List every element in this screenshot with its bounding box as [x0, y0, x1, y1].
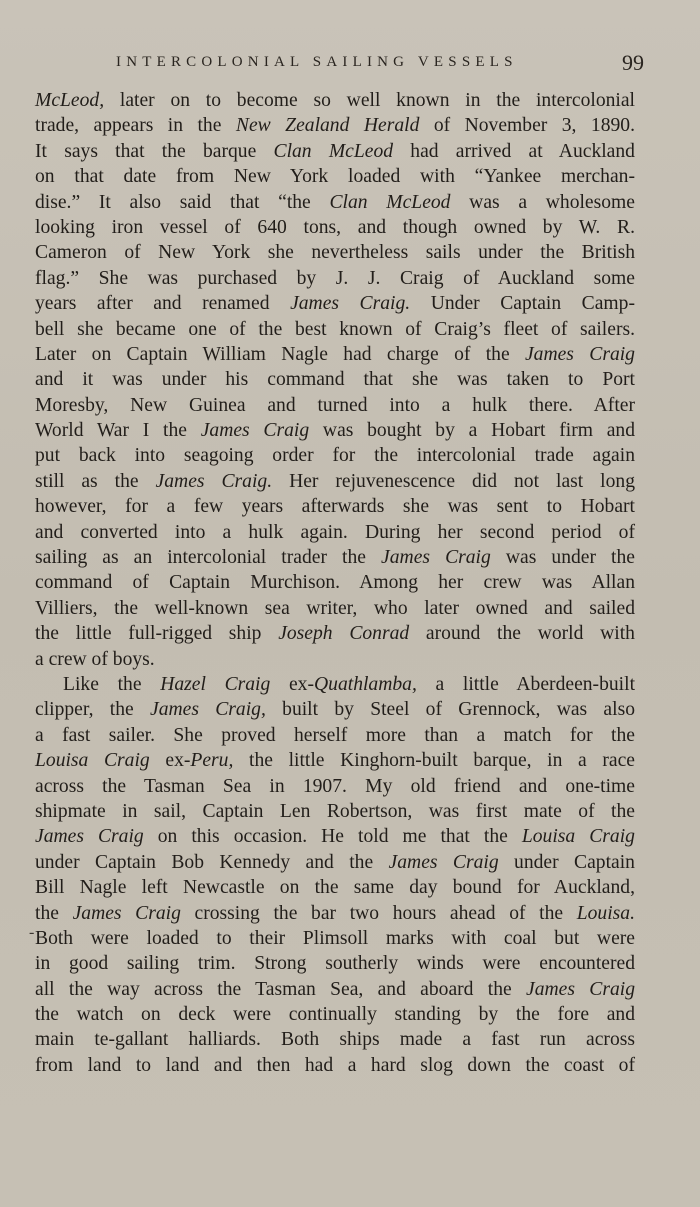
text-span: shipmate in sail, Captain Len Robertson, was first mate of the [35, 800, 635, 822]
text-span: and converted into a hulk again. During her second period of [35, 521, 635, 543]
text-span: looking iron vessel of 640 tons, and though owned by W. R. [35, 216, 635, 238]
text-span: crossing the bar two hours ahead of the [180, 902, 577, 924]
text-line [35, 875, 635, 900]
text-span: Both were loaded to their Plimsoll marks with coal but were [35, 927, 635, 949]
text-line [35, 697, 635, 722]
italic-span: James Craig [35, 826, 144, 848]
text-line [35, 469, 635, 494]
text-line [35, 393, 635, 418]
italic-span: Louisa. [576, 902, 635, 924]
text-line [35, 240, 635, 265]
text-span: Later on Captain William Nagle had charge of the [35, 343, 525, 365]
text-span: of November 3, 1890. [419, 115, 635, 137]
text-line [35, 443, 635, 468]
text-line [35, 190, 635, 215]
text-line [35, 850, 635, 875]
text-span: Bill Nagle left Newcastle on the same day bound for Auckland, [35, 877, 635, 899]
text-line [35, 672, 635, 697]
text-line [35, 367, 635, 392]
italic-span: Louisa Craig [521, 826, 635, 848]
text-span: dise.” It also said that “the [35, 191, 330, 213]
italic-span: James Craig [381, 547, 491, 569]
text-span: the [35, 902, 73, 924]
text-line [35, 266, 635, 291]
text-span: was a wholesome [450, 191, 635, 213]
text-line [35, 901, 635, 926]
text-span: a little Aberdeen-built [416, 673, 636, 695]
text-span: under Captain [498, 851, 635, 873]
text-span: was bought by a Hobart firm and [309, 420, 635, 442]
text-line [35, 647, 635, 672]
text-span: on this occasion. He told me that the [143, 826, 522, 848]
text-line [35, 926, 635, 951]
italic-span: Clan McLeod [273, 140, 394, 162]
text-span: flag.” She was purchased by J. J. Craig of Auckland some [35, 267, 635, 289]
text-line [35, 799, 635, 824]
italic-span: Peru, [190, 750, 234, 772]
text-span: around the world with [409, 623, 635, 645]
italic-span: Louisa Craig [35, 750, 150, 772]
text-line [35, 88, 635, 113]
text-span: however, for a few years afterwards she was sent to Hobart [35, 496, 635, 518]
text-line [35, 291, 635, 316]
text-span: and it was under his command that she was taken to Port [35, 369, 635, 391]
italic-span: James Craig, [150, 699, 266, 721]
text-span: Cameron of New York she nevertheless sails under the British [35, 242, 635, 264]
italic-span: Joseph Conrad [278, 623, 410, 645]
italic-span: Clan McLeod [329, 191, 451, 213]
text-line [35, 215, 635, 240]
italic-span: James Craig [524, 343, 635, 365]
italic-span: New Zealand Herald [235, 115, 420, 137]
text-span: the little Kinghorn-built barque, in a race [233, 750, 635, 772]
text-span: a crew of boys. [35, 648, 155, 670]
text-line [35, 748, 635, 773]
text-span: on that date from New York loaded with “Yankee merchan- [35, 166, 635, 188]
text-span: built by Steel of Grennock, was also [265, 699, 635, 721]
italic-span: James Craig [72, 902, 181, 924]
text-line [35, 1053, 635, 1078]
text-span: a fast sailer. She proved herself more than a match for the [35, 724, 635, 746]
text-span: It says that the barque [35, 140, 274, 162]
text-span: the little full-rigged ship [35, 623, 279, 645]
text-line [35, 951, 635, 976]
text-span: Like the [63, 673, 161, 695]
text-span: the watch on deck were continually standing by the fore and [35, 1004, 635, 1026]
text-span: clipper, the [35, 699, 150, 721]
italic-span: James Craig. [290, 293, 411, 315]
italic-span: James Craig [388, 851, 499, 873]
text-span: Under Captain Camp- [410, 293, 635, 315]
text-span: Her rejuvenescence did not last long [272, 470, 636, 492]
text-line [35, 1002, 635, 1027]
text-span: sailing as an intercolonial trader the [35, 547, 382, 569]
text-span: under Captain Bob Kennedy and the [35, 851, 389, 873]
text-line [35, 113, 635, 138]
italic-span: James Craig [526, 978, 635, 1000]
text-span: later on to become so well known in the intercolonial [104, 90, 635, 111]
text-span: command of Captain Murchison. Among her crew was Allan [35, 572, 635, 594]
text-span: bell she became one of the best known of Craig’s fleet of sailers. [35, 318, 635, 340]
text-line [35, 418, 635, 443]
text-line [35, 596, 635, 621]
text-span: ex- [270, 673, 314, 695]
text-span: World War I the [35, 420, 201, 442]
text-span: trade, appears in the [35, 115, 236, 137]
text-line [35, 621, 635, 646]
text-line [35, 494, 635, 519]
text-line [35, 164, 635, 189]
text-span: Moresby, New Guinea and turned into a hulk there. After [35, 394, 635, 416]
text-line [35, 570, 635, 595]
text-line [35, 977, 635, 1002]
running-head [34, 50, 644, 80]
text-span: had arrived at Auckland [393, 140, 635, 162]
text-span: in good sailing trim. Strong southerly winds were encountered [35, 953, 635, 975]
text-line [35, 774, 635, 799]
text-line [35, 139, 635, 164]
text-span: main te-gallant halliards. Both ships made a fast run across [35, 1029, 635, 1051]
text-span: put back into seagoing order for the intercolonial trade again [35, 445, 635, 467]
italic-span: Hazel Craig [160, 673, 271, 695]
text-line [35, 824, 635, 849]
text-line [35, 723, 635, 748]
text-span: still as the [35, 470, 156, 492]
text-span: all the way across the Tasman Sea, and aboard the [35, 978, 526, 1000]
italic-span: James Craig. [155, 470, 273, 492]
text-line [35, 342, 635, 367]
text-span: ex- [149, 750, 191, 772]
italic-span: McLeod, [35, 90, 105, 111]
text-span: across the Tasman Sea in 1907. My old friend and one-time [35, 775, 635, 797]
text-line [35, 1027, 635, 1052]
text-span: was under the [490, 547, 635, 569]
text-span: from land to land and then had a hard slog down the coast of [35, 1054, 635, 1076]
text-line [35, 520, 635, 545]
text-span: years after and renamed [35, 293, 291, 315]
text-line [35, 317, 635, 342]
text-span: Villiers, the well-known sea writer, who later owned and sailed [35, 597, 635, 619]
italic-span: Quathlamba, [314, 673, 417, 695]
text-line [35, 545, 635, 570]
running-title: INTERCOLONIAL SAILING VESSELS [116, 54, 518, 70]
page-number: 99 [622, 50, 644, 75]
italic-span: James Craig [200, 420, 310, 442]
margin-mark: - [29, 924, 35, 941]
body-text [35, 88, 635, 1078]
